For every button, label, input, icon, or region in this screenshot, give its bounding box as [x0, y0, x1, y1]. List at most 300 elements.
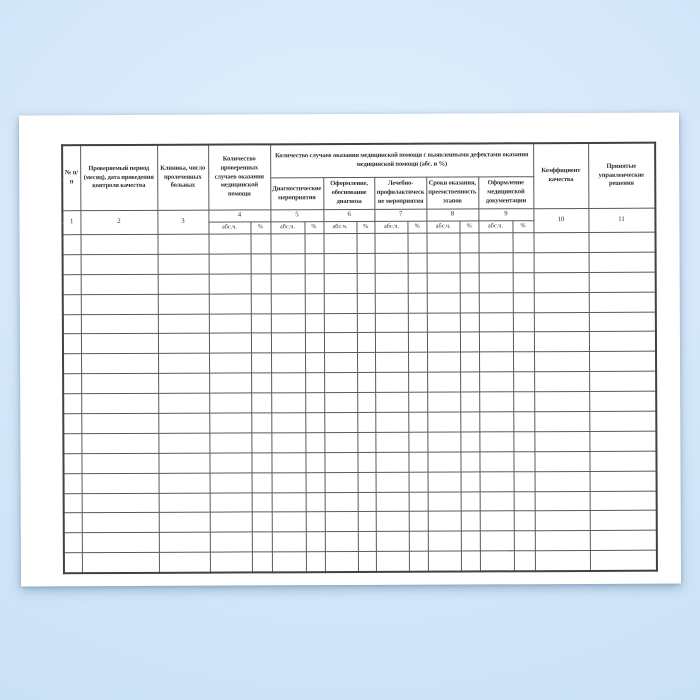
table-cell: [324, 313, 357, 333]
table-cell: [64, 493, 82, 513]
table-cell: [408, 313, 427, 333]
table-cell: [479, 253, 513, 273]
table-cell: [325, 552, 358, 572]
table-cell: [82, 473, 159, 493]
table-cell: [479, 352, 513, 372]
table-cell: [158, 314, 209, 334]
table-cell: [358, 472, 377, 492]
table-cell: [252, 492, 272, 512]
abs-label: абс.ч.: [375, 221, 408, 233]
table-cell: [251, 453, 271, 473]
table-cell: [534, 332, 589, 352]
table-cell: [590, 491, 657, 511]
table-cell: [427, 273, 461, 293]
table-cell: [534, 292, 589, 312]
table-cell: [305, 353, 324, 373]
table-cell: [479, 432, 513, 452]
table-cell: [271, 452, 305, 472]
table-cell: [251, 333, 271, 353]
table-cell: [271, 293, 305, 313]
table-cell: [357, 353, 376, 373]
table-cell: [514, 531, 535, 551]
table-cell: [357, 373, 376, 393]
table-cell: [461, 511, 480, 531]
table-cell: [480, 471, 514, 491]
table-cell: [305, 273, 324, 293]
table-cell: [325, 492, 358, 512]
table-cell: [305, 333, 324, 353]
table-cell: [324, 253, 357, 273]
table-cell: [376, 512, 409, 532]
table-cell: [461, 551, 480, 571]
table-row: [64, 511, 657, 533]
table-cell: [64, 533, 82, 553]
table-row: [63, 371, 656, 393]
table-cell: [427, 253, 461, 273]
table-cell: [513, 352, 534, 372]
table-cell: [589, 252, 656, 272]
table-cell: [461, 412, 480, 432]
table-cell: [209, 453, 251, 473]
table-cell: [375, 333, 408, 353]
table-cell: [63, 374, 81, 394]
table-cell: [63, 255, 81, 275]
table-cell: [324, 333, 357, 353]
table-cell: [427, 293, 461, 313]
table-cell: [479, 233, 513, 253]
abs-label: абс.ч.: [208, 222, 250, 234]
table-cell: [460, 233, 479, 253]
table-cell: [64, 473, 82, 493]
header-documentation: Оформление медицинской документации: [478, 177, 533, 209]
table-row: [64, 471, 657, 493]
pct-label: %: [460, 221, 479, 233]
table-cell: [479, 412, 513, 432]
column-number: 1: [62, 211, 80, 235]
table-cell: [81, 393, 158, 413]
table-cell: [427, 432, 461, 452]
table-cell: [480, 551, 514, 571]
table-cell: [62, 235, 80, 255]
table-cell: [428, 511, 462, 531]
quality-control-table: [61, 142, 657, 574]
table-cell: [271, 413, 305, 433]
table-cell: [428, 531, 462, 551]
table-cell: [209, 393, 251, 413]
table-cell: [589, 352, 656, 372]
table-cell: [251, 353, 271, 373]
header-coefficient: Коэффициент качества: [533, 143, 588, 209]
table-cell: [376, 492, 409, 512]
header-row-group: [62, 143, 655, 179]
table-cell: [63, 294, 81, 314]
table-cell: [427, 372, 461, 392]
table-cell: [208, 234, 250, 254]
table-cell: [81, 413, 158, 433]
table-cell: [589, 232, 656, 252]
table-cell: [357, 233, 376, 253]
table-cell: [461, 352, 480, 372]
table-cell: [63, 453, 81, 473]
table-cell: [589, 391, 656, 411]
table-cell: [252, 512, 272, 532]
table-cell: [427, 313, 461, 333]
table-cell: [271, 433, 305, 453]
table-cell: [81, 453, 158, 473]
column-number: 11: [589, 208, 656, 232]
table-cell: [409, 412, 428, 432]
table-cell: [251, 413, 271, 433]
table-cell: [409, 551, 428, 571]
table-cell: [427, 352, 461, 372]
table-cell: [64, 513, 82, 533]
table-cell: [271, 353, 305, 373]
table-cell: [358, 512, 377, 532]
table-cell: [306, 532, 325, 552]
table-cell: [272, 492, 306, 512]
table-row: [63, 292, 656, 314]
table-cell: [376, 472, 409, 492]
table-cell: [357, 452, 376, 472]
table-cell: [357, 253, 376, 273]
table-cell: [534, 232, 589, 252]
table-cell: [408, 273, 427, 293]
abs-label: абс.ч.: [478, 221, 512, 233]
table-cell: [81, 274, 158, 294]
column-number: 6: [323, 209, 375, 221]
table-cell: [376, 532, 409, 552]
table-header: [62, 143, 655, 235]
pct-label: %: [356, 221, 375, 233]
table-cell: [513, 272, 534, 292]
table-cell: [513, 451, 534, 471]
table-cell: [408, 293, 427, 313]
table-cell: [589, 411, 656, 431]
table-cell: [513, 412, 534, 432]
table-cell: [209, 413, 251, 433]
table-cell: [589, 431, 656, 451]
table-cell: [513, 332, 534, 352]
table-cell: [408, 333, 427, 353]
header-period: Проверяемый период (месяц), дата проведения контроля качества: [80, 145, 157, 211]
table-cell: [63, 414, 81, 434]
table-cell: [81, 254, 158, 274]
column-number: 4: [208, 210, 270, 222]
table-cell: [81, 314, 158, 334]
table-cell: [427, 233, 461, 253]
table-cell: [480, 491, 514, 511]
table-cell: [358, 532, 377, 552]
table-cell: [158, 254, 209, 274]
table-cell: [325, 512, 358, 532]
table-cell: [460, 273, 479, 293]
table-cell: [409, 353, 428, 373]
table-cell: [590, 550, 657, 570]
table-cell: [158, 353, 209, 373]
table-cell: [63, 274, 81, 294]
table-cell: [461, 531, 480, 551]
table-cell: [534, 372, 589, 392]
table-cell: [159, 473, 210, 493]
table-cell: [461, 372, 480, 392]
table-cell: [271, 234, 305, 254]
table-cell: [158, 453, 209, 473]
abs-label: абс.ч.: [323, 221, 356, 233]
table-cell: [409, 532, 428, 552]
table-cell: [324, 432, 357, 452]
header-checked-cases: Количество проверенных случаев оказания медицинской помощи: [208, 144, 270, 210]
column-number: 3: [157, 210, 208, 234]
table-cell: [375, 273, 408, 293]
table-cell: [427, 412, 461, 432]
table-cell: [272, 532, 306, 552]
table-cell: [376, 353, 409, 373]
table-cell: [306, 512, 325, 532]
table-cell: [324, 293, 357, 313]
table-cell: [305, 293, 324, 313]
table-cell: [590, 511, 657, 531]
table-cell: [357, 412, 376, 432]
table-cell: [210, 512, 252, 532]
table-cell: [63, 334, 81, 354]
table-cell: [514, 511, 535, 531]
table-row: [63, 252, 656, 274]
table-cell: [158, 334, 209, 354]
table-cell: [535, 531, 590, 551]
table-cell: [271, 254, 305, 274]
table-cell: [252, 532, 272, 552]
table-cell: [479, 332, 513, 352]
table-cell: [590, 531, 657, 551]
table-cell: [589, 272, 656, 292]
table-cell: [80, 234, 157, 254]
column-number: 7: [375, 209, 427, 221]
table-cell: [209, 274, 251, 294]
table-cell: [535, 451, 590, 471]
table-cell: [63, 354, 81, 374]
table-cell: [461, 392, 480, 412]
table-cell: [408, 253, 427, 273]
header-diagnosis: Оформление, обоснование диагноза: [323, 177, 375, 209]
table-cell: [461, 452, 480, 472]
table-cell: [534, 431, 589, 451]
table-cell: [480, 511, 514, 531]
table-row: [63, 411, 656, 433]
table-row: [64, 550, 657, 572]
header-diagnostic: Диагностические мероприятия: [270, 178, 323, 210]
table-cell: [250, 234, 270, 254]
table-cell: [590, 451, 657, 471]
table-cell: [357, 293, 376, 313]
table-cell: [306, 472, 325, 492]
table-cell: [461, 472, 480, 492]
table-cell: [376, 392, 409, 412]
table-cell: [428, 492, 462, 512]
table-cell: [357, 393, 376, 413]
pct-label: %: [408, 221, 427, 233]
table-cell: [376, 372, 409, 392]
table-cell: [409, 372, 428, 392]
table-cell: [376, 432, 409, 452]
table-cell: [428, 551, 462, 571]
pct-label: %: [304, 222, 323, 234]
table-cell: [157, 234, 208, 254]
table-cell: [251, 294, 271, 314]
table-cell: [305, 234, 324, 254]
column-number: 10: [534, 208, 589, 232]
table-cell: [324, 452, 357, 472]
table-cell: [324, 273, 357, 293]
table-cell: [325, 472, 358, 492]
header-treatment: Лечебно-профилактические мероприятия: [375, 177, 427, 209]
table-cell: [408, 233, 427, 253]
table-cell: [358, 492, 377, 512]
table-cell: [251, 254, 271, 274]
table-cell: [158, 294, 209, 314]
table-cell: [210, 552, 252, 572]
table-cell: [271, 373, 305, 393]
table-cell: [534, 312, 589, 332]
table-row: [63, 431, 656, 453]
table-cell: [513, 432, 534, 452]
header-clinic: Клиника, число пролеченных больных: [157, 145, 208, 211]
table-cell: [324, 412, 357, 432]
table-cell: [513, 392, 534, 412]
table-row: [63, 312, 656, 334]
table-cell: [63, 314, 81, 334]
table-cell: [306, 552, 325, 572]
table-cell: [535, 491, 590, 511]
table-cell: [325, 532, 358, 552]
table-cell: [534, 392, 589, 412]
table-cell: [427, 452, 461, 472]
table-row: [63, 272, 656, 294]
table-row: [63, 391, 656, 413]
table-cell: [81, 374, 158, 394]
table-cell: [271, 273, 305, 293]
table-cell: [82, 493, 159, 513]
table-cell: [81, 354, 158, 374]
column-number: 9: [478, 209, 533, 221]
table-cell: [271, 333, 305, 353]
table-cell: [81, 334, 158, 354]
table-cell: [375, 313, 408, 333]
table-row: [64, 531, 657, 553]
table-cell: [409, 432, 428, 452]
table-cell: [479, 372, 513, 392]
table-cell: [479, 292, 513, 312]
table-cell: [210, 473, 252, 493]
table-row: [63, 352, 656, 374]
table-cell: [376, 452, 409, 472]
table-cell: [461, 432, 480, 452]
table-cell: [251, 313, 271, 333]
table-cell: [358, 552, 377, 572]
pct-label: %: [250, 222, 270, 234]
table-cell: [210, 532, 252, 552]
table-cell: [305, 373, 324, 393]
table-cell: [272, 552, 306, 572]
table-cell: [428, 472, 462, 492]
table-row: [62, 232, 655, 254]
table-cell: [513, 292, 534, 312]
table-cell: [376, 551, 409, 571]
table-cell: [534, 252, 589, 272]
table-cell: [534, 411, 589, 431]
column-number: 2: [80, 210, 157, 234]
abs-label: абс.ч.: [426, 221, 460, 233]
table-cell: [209, 333, 251, 353]
table-cell: [513, 372, 534, 392]
table-cell: [209, 353, 251, 373]
table-cell: [158, 413, 209, 433]
table-cell: [460, 312, 479, 332]
table-cell: [427, 332, 461, 352]
table-cell: [158, 433, 209, 453]
table-cell: [534, 352, 589, 372]
table-cell: [209, 254, 251, 274]
table-cell: [209, 294, 251, 314]
pct-label: %: [512, 221, 533, 233]
header-decisions: Принятые управленческие решения: [588, 143, 655, 209]
table-cell: [535, 471, 590, 491]
table-cell: [513, 312, 534, 332]
table-cell: [479, 452, 513, 472]
table-cell: [305, 452, 324, 472]
table-cell: [252, 473, 272, 493]
table-cell: [514, 471, 535, 491]
table-cell: [305, 413, 324, 433]
table-cell: [357, 333, 376, 353]
table-cell: [159, 513, 210, 533]
table-cell: [513, 253, 534, 273]
table-cell: [479, 392, 513, 412]
table-cell: [409, 492, 428, 512]
table-cell: [251, 433, 271, 453]
column-number: 8: [426, 209, 478, 221]
table-cell: [210, 493, 252, 513]
table-cell: [159, 532, 210, 552]
table-cell: [513, 233, 534, 253]
table-cell: [63, 434, 81, 454]
table-cell: [64, 553, 82, 573]
table-body: [62, 232, 656, 573]
table-cell: [63, 394, 81, 414]
table-cell: [460, 332, 479, 352]
table-cell: [589, 371, 656, 391]
table-cell: [324, 353, 357, 373]
table-cell: [305, 393, 324, 413]
table-cell: [271, 393, 305, 413]
table-cell: [590, 471, 657, 491]
table-cell: [158, 373, 209, 393]
table-cell: [251, 393, 271, 413]
table-cell: [159, 552, 210, 572]
abs-label: абс.ч.: [270, 222, 304, 234]
table-cell: [357, 313, 376, 333]
table-cell: [375, 253, 408, 273]
table-cell: [272, 512, 306, 532]
table-cell: [324, 373, 357, 393]
table-cell: [251, 373, 271, 393]
table-cell: [209, 373, 251, 393]
table-cell: [409, 392, 428, 412]
table-cell: [82, 513, 159, 533]
table-row: [63, 451, 656, 473]
table-cell: [461, 492, 480, 512]
table-cell: [480, 531, 514, 551]
table-cell: [357, 432, 376, 452]
